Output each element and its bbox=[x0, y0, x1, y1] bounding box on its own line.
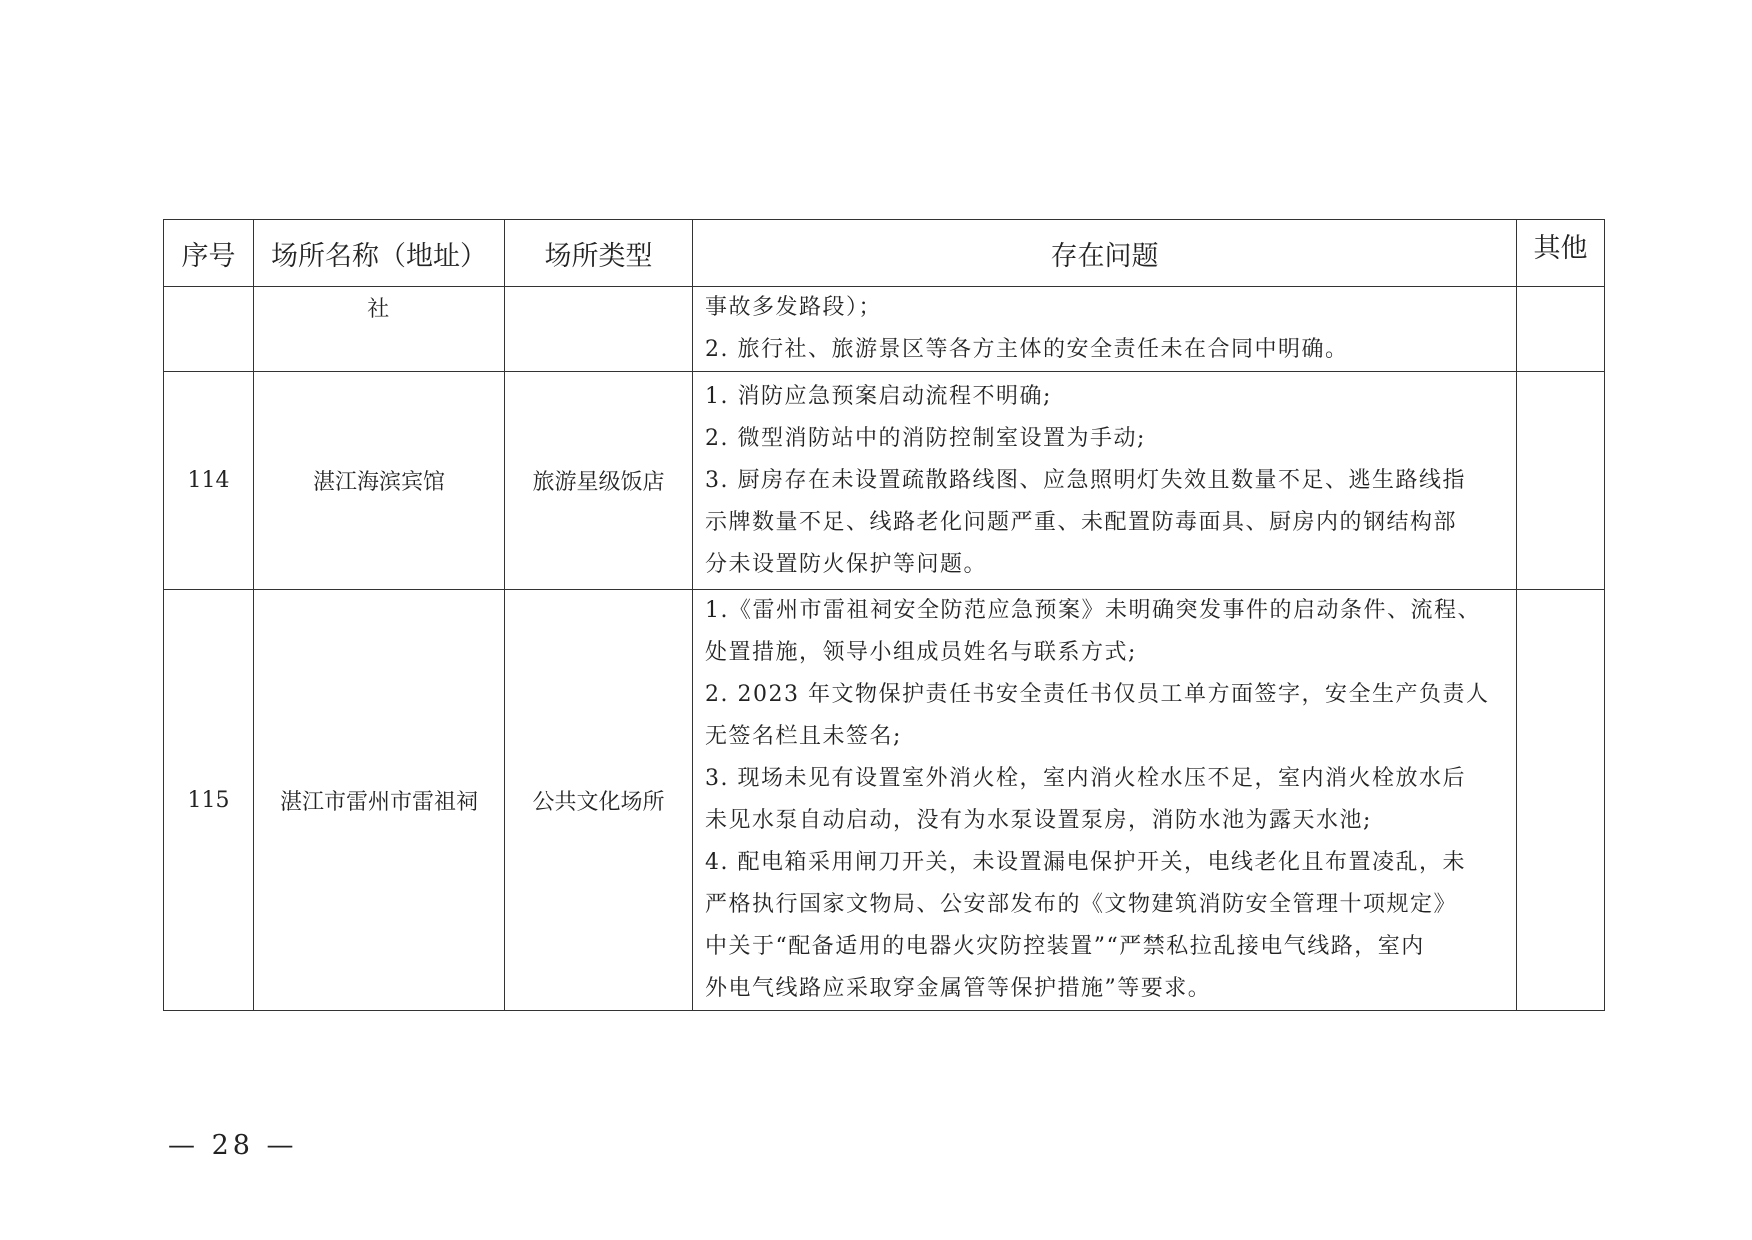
header-no: 序号 bbox=[164, 220, 254, 287]
row-type: 旅游星级饭店 bbox=[505, 372, 693, 590]
issue-line: 1.《雷州市雷祖祠安全防范应急预案》未明确突发事件的启动条件、流程、 bbox=[705, 598, 1481, 623]
issue-line: 中关于“配备适用的电器火灾防控装置”“严禁私拉乱接电气线路，室内 bbox=[705, 934, 1425, 959]
row-other bbox=[1517, 287, 1605, 372]
inspection-table bbox=[163, 219, 1605, 1011]
table-header-row bbox=[164, 220, 1605, 287]
issue-line: 示牌数量不足、线路老化问题严重、未配置防毒面具、厨房内的钢结构部 bbox=[705, 509, 1458, 535]
row-issues bbox=[693, 372, 1517, 590]
row-type bbox=[505, 287, 693, 372]
row-other bbox=[1517, 590, 1605, 1011]
row-name: 湛江市雷州市雷祖祠 bbox=[254, 590, 505, 1011]
issue-line: 2. 2023 年文物保护责任书安全责任书仅员工单方面签字，安全生产负责人 bbox=[705, 682, 1490, 707]
table-row bbox=[164, 590, 1605, 1011]
header-issues: 存在问题 bbox=[693, 220, 1517, 287]
issue-line: 无签名栏且未签名; bbox=[705, 724, 902, 749]
issue-line: 外电气线路应采取穿金属管等保护措施”等要求。 bbox=[705, 976, 1212, 1001]
row-no: 115 bbox=[164, 590, 254, 1011]
row-issues bbox=[693, 590, 1517, 1011]
row-type: 公共文化场所 bbox=[505, 590, 693, 1011]
header-type: 场所类型 bbox=[505, 220, 693, 287]
issue-line: 严格执行国家文物局、公安部发布的《文物建筑消防安全管理十项规定》 bbox=[705, 892, 1458, 917]
header-other: 其他 bbox=[1517, 220, 1605, 287]
row-other bbox=[1517, 372, 1605, 590]
issue-line: 3. 现场未见有设置室外消火栓，室内消火栓水压不足，室内消火栓放水后 bbox=[705, 766, 1466, 791]
row-issues bbox=[693, 287, 1517, 372]
issue-line: 分未设置防火保护等问题。 bbox=[705, 551, 988, 577]
table-row bbox=[164, 372, 1605, 590]
row-no: 114 bbox=[164, 372, 254, 590]
issue-line: 4. 配电箱采用闸刀开关，未设置漏电保护开关，电线老化且布置凌乱，未 bbox=[705, 850, 1466, 875]
issue-line: 未见水泵自动启动，没有为水泵设置泵房，消防水池为露天水池; bbox=[705, 808, 1372, 833]
issue-line: 处置措施，领导小组成员姓名与联系方式; bbox=[705, 640, 1137, 665]
issue-line: 3. 厨房存在未设置疏散路线图、应急照明灯失效且数量不足、逃生路线指 bbox=[705, 467, 1466, 493]
issue-line: 事故多发路段）； bbox=[705, 295, 883, 320]
table-row bbox=[164, 287, 1605, 372]
header-name: 场所名称（地址） bbox=[254, 220, 505, 287]
name-text: 社 bbox=[367, 297, 391, 322]
row-name: 湛江海滨宾馆 bbox=[254, 372, 505, 590]
row-name bbox=[254, 287, 505, 372]
row-no bbox=[164, 287, 254, 372]
issue-line: 2. 微型消防站中的消防控制室设置为手动; bbox=[705, 425, 1146, 451]
page-number: — 28 — bbox=[168, 1130, 298, 1161]
issue-line: 1. 消防应急预案启动流程不明确; bbox=[705, 383, 1052, 409]
issue-line: 2. 旅行社、旅游景区等各方主体的安全责任未在合同中明确。 bbox=[705, 337, 1349, 362]
